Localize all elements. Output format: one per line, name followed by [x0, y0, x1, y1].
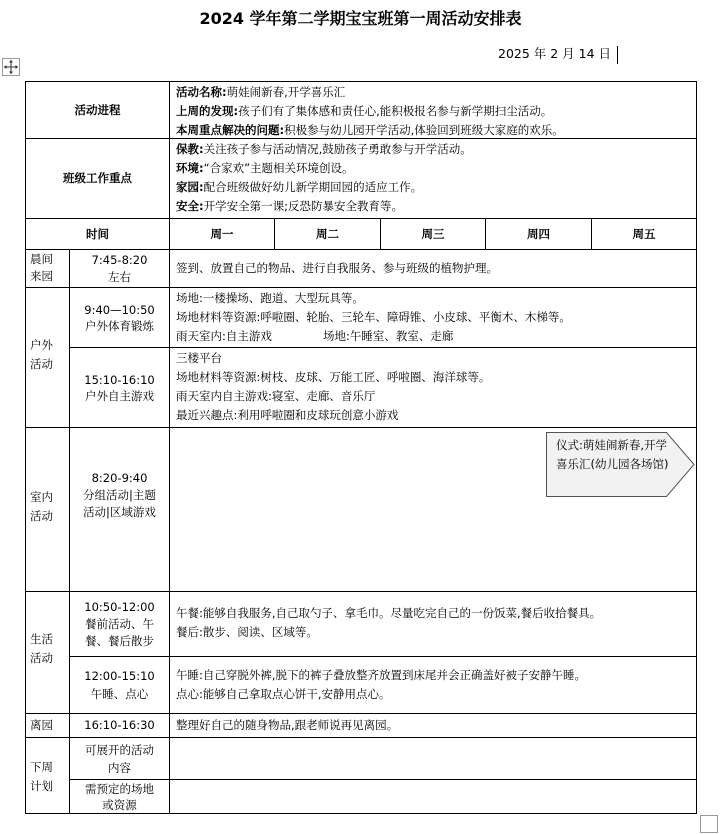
next-week-resources-content[interactable] [170, 780, 696, 814]
life-activity-label [30, 630, 68, 670]
outdoor-b-line: 最近兴趣点:利用呼啦圈和皮球玩创意小游戏 [176, 408, 399, 422]
table-move-handle-icon[interactable] [2, 58, 20, 76]
life-b-time-range: 12:00-15:10 [84, 669, 155, 683]
life-b-content [176, 666, 694, 710]
next-week-resources-label [70, 780, 169, 814]
weekly-focus-label: 本周重点解决的问题: [176, 123, 285, 137]
indoor-label-line2: 活动 [30, 509, 53, 523]
activity-progress-label: 活动进程 [74, 102, 121, 117]
next-week-label-line1: 下周 [30, 760, 53, 774]
morning-time-range: 7:45-8:20 [91, 252, 148, 267]
care-label: 保教: [176, 142, 204, 156]
next-week-activities-content[interactable] [170, 738, 696, 779]
next-week-row2-line1: 需预定的场地 [85, 782, 154, 796]
safety-value: 开学安全第一课;反恐防暴安全教育等。 [203, 199, 403, 213]
life-a-content [176, 604, 694, 654]
day-header-tue: 周二 [316, 226, 339, 241]
outdoor-b-name: 户外自主游戏 [85, 388, 154, 403]
next-week-row1-line1: 可展开的活动 [85, 742, 154, 757]
activity-name-line [176, 83, 694, 102]
care-value: 关注孩子参与活动情况,鼓励孩子勇敢参与开学活动。 [203, 142, 472, 156]
safety-label: 安全: [176, 199, 204, 213]
home-school-label: 家园: [176, 180, 204, 194]
indoor-desc-line2: 活动|区域游戏 [83, 505, 156, 519]
day-header-wed: 周三 [421, 226, 445, 241]
date-line[interactable] [498, 44, 618, 64]
activity-name-value: 萌娃闹新春,开学喜乐汇 [226, 85, 346, 99]
environment-value: “合家欢”主题相关环境创设。 [203, 161, 354, 175]
life-a-time-range: 10:50-12:00 [84, 600, 155, 614]
activity-progress-content [176, 83, 694, 139]
departure-label: 离园 [30, 718, 53, 732]
home-school-value: 配合班级做好幼儿新学期回园的适应工作。 [203, 180, 423, 194]
text-cursor [617, 46, 618, 64]
outdoor-b-line: 三楼平台 [176, 351, 222, 365]
departure-time: 16:10-16:30 [84, 718, 155, 732]
indoor-desc-line1: 分组活动|主题 [83, 488, 156, 502]
outdoor-a-time [70, 288, 169, 347]
page-title: 2024 学年第二学期宝宝班第一周活动安排表 [199, 9, 522, 28]
activity-name-label: 活动名称: [176, 85, 227, 99]
next-week-activities-label [70, 738, 169, 779]
environment-line [176, 159, 694, 178]
outdoor-a-line: 场地:一楼操场、跑道、大型玩具等。 [176, 291, 364, 305]
outdoor-b-line: 场地材料等资源:树枝、皮球、万能工匠、呼啦圈、海洋球等。 [176, 370, 491, 384]
life-b-line: 点心:能够自己拿取点心饼干,安静用点心。 [176, 687, 391, 701]
time-header: 时间 [86, 226, 109, 241]
life-label-line1: 生活 [30, 632, 53, 646]
home-school-line [176, 178, 694, 197]
day-header-thu: 周四 [527, 226, 550, 241]
life-b-desc: 午睡、点心 [90, 687, 149, 701]
day-header-mon: 周一 [210, 226, 234, 241]
next-week-row2-line2: 或资源 [102, 798, 137, 812]
next-week-row1-line2: 内容 [108, 760, 131, 775]
outdoor-label-line2: 活动 [30, 357, 53, 371]
indoor-time-range: 8:20-9:40 [91, 471, 148, 485]
last-week-value: 孩子们有了集体感和责任心,能积极报名参与新学期扫尘活动。 [238, 104, 553, 118]
life-b-time [70, 657, 169, 713]
outdoor-a-name: 户外体育锻炼 [85, 318, 154, 333]
outdoor-activity-label [30, 336, 68, 376]
morning-time-approx: 左右 [108, 269, 131, 284]
class-focus-label: 班级工作重点 [63, 171, 132, 185]
class-focus-content [176, 140, 694, 218]
outdoor-b-time [70, 348, 169, 427]
environment-label: 环境: [176, 161, 204, 175]
morning-label-line1: 晨间 [30, 252, 53, 266]
indoor-label-line1: 室内 [30, 490, 53, 504]
weekly-focus-value: 积极参与幼儿园开学活动,体验回到班级大家庭的欢乐。 [284, 123, 564, 137]
outdoor-label-line1: 户外 [30, 338, 53, 352]
next-week-label-line2: 计划 [30, 779, 53, 793]
life-a-desc-line1: 餐前活动、午 [85, 617, 154, 631]
outdoor-a-content [176, 289, 694, 347]
ceremony-callout-text: 仪式:萌娃闹新春,开学喜乐汇(幼儿园各场馆) [556, 438, 669, 471]
indoor-time [70, 470, 169, 526]
life-label-line2: 活动 [30, 651, 53, 665]
outdoor-a-line: 场地材料等资源:呼啦圈、轮胎、三轮车、障碍锥、小皮球、平衡木、木梯等。 [176, 310, 571, 324]
outdoor-b-line: 雨天室内自主游戏:寝室、走廊、音乐厅 [176, 389, 376, 403]
date-text: 2025 年 2 月 14 日 [498, 46, 612, 61]
safety-line [176, 197, 694, 216]
day-header-fri: 周五 [632, 226, 656, 241]
departure-content: 整理好自己的随身物品,跟老师说再见离园。 [176, 718, 399, 732]
morning-content: 签到、放置自己的物品、进行自我服务、参与班级的植物护理。 [176, 261, 498, 275]
outdoor-a-time-range: 9:40—10:50 [84, 302, 155, 317]
life-a-time [70, 599, 169, 655]
weekly-focus-line [176, 121, 694, 140]
life-a-desc-line2: 餐、餐后散步 [85, 634, 154, 648]
care-line [176, 140, 694, 159]
outdoor-a-line: 雨天室内:自主游戏 场地:午睡室、教室、走廊 [176, 329, 454, 343]
last-week-label: 上周的发现: [176, 104, 239, 118]
morning-time [70, 250, 169, 287]
life-b-line: 午睡:自己穿脱外裤,脱下的裤子叠放整齐放置到床尾并会正确盖好被子安静午睡。 [176, 668, 587, 682]
outdoor-b-content [176, 349, 694, 427]
life-a-line: 餐后:散步、阅读、区域等。 [176, 625, 318, 639]
next-week-plan-label [30, 758, 68, 798]
indoor-activity-label [30, 488, 68, 528]
table-resize-handle[interactable] [700, 815, 718, 833]
morning-label-line2: 来园 [30, 269, 53, 283]
morning-arrival-label [30, 251, 68, 287]
outdoor-b-time-range: 15:10-16:10 [84, 372, 155, 387]
last-week-line [176, 102, 694, 121]
life-a-line: 午餐:能够自我服务,自己取勺子、拿毛巾。尽量吃完自己的一份饭菜,餐后收拾餐具。 [176, 606, 602, 620]
